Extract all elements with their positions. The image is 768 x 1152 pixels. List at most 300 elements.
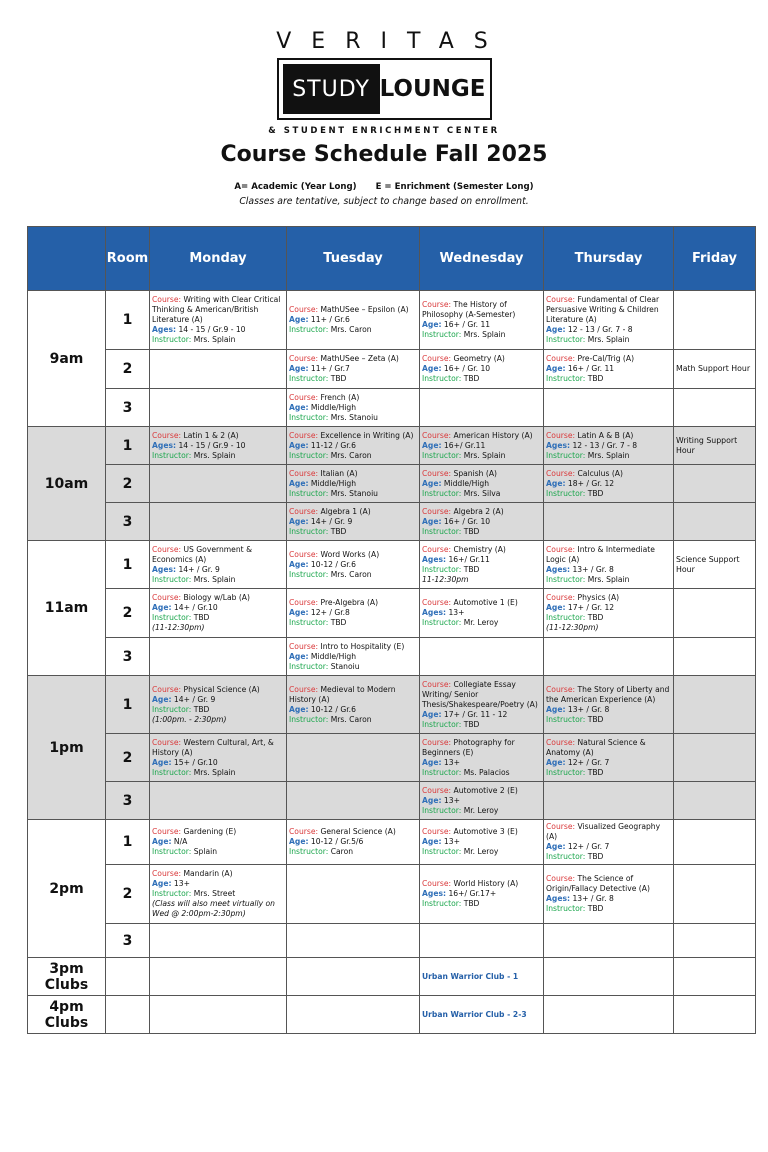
room-number: 1 — [106, 676, 150, 734]
age-label: Age: — [546, 478, 566, 488]
empty-cell — [674, 291, 756, 350]
course-cell — [420, 541, 544, 589]
room-number: 1 — [106, 291, 150, 350]
course-cell — [150, 734, 287, 782]
time-9am: 9am — [28, 291, 106, 427]
course-cell — [287, 503, 420, 541]
age-label: Age: — [289, 516, 309, 526]
course-name: Automotive 1 (E) — [453, 598, 518, 607]
course-cell — [544, 465, 674, 503]
age-value: 13+ — [443, 757, 460, 767]
course-label: Course: — [422, 430, 452, 440]
age-value: 15+ / Gr.10 — [173, 757, 218, 767]
age-value: Middle/High — [443, 478, 490, 488]
age-value: 16+ / Gr. 10 — [443, 364, 491, 373]
instructor-label: Instructor: — [289, 847, 329, 856]
instructor-label: Instructor: — [422, 805, 462, 815]
course-name: General Science (A) — [320, 827, 396, 836]
empty-cell — [150, 924, 287, 958]
age-label: Ages: — [422, 889, 447, 898]
instructor-name: Mrs. Splain — [193, 450, 236, 460]
table-row — [28, 924, 756, 958]
course-cell — [544, 427, 674, 465]
course-name: Automotive 2 (E) — [453, 785, 518, 795]
age-label: Ages: — [546, 564, 571, 574]
instructor-name: TBD — [587, 613, 604, 622]
age-label: Age: — [289, 402, 309, 412]
course-label: Course: — [422, 544, 452, 554]
logo-box — [277, 58, 492, 120]
logo-tagline: & STUDENT ENRICHMENT CENTER — [268, 126, 500, 136]
time-4pm-clubs: 4pm Clubs — [28, 996, 106, 1034]
course-note: (1:00pm. - 2:30pm) — [152, 714, 227, 724]
course-label: Course: — [546, 593, 576, 602]
age-value: 18+ / Gr. 12 — [567, 478, 615, 488]
instructor-label: Instructor: — [152, 847, 192, 856]
empty-cell — [544, 996, 674, 1034]
age-label: Age: — [289, 559, 309, 569]
course-label: Course: — [289, 549, 319, 559]
instructor-name: Mrs. Stanoiu — [330, 488, 378, 498]
empty-cell — [420, 638, 544, 676]
course-label: Course: — [289, 641, 319, 651]
course-cell — [287, 350, 420, 389]
empty-cell — [674, 865, 756, 924]
course-name: Spanish (A) — [453, 468, 498, 478]
page-title: Course Schedule Fall 2025 — [220, 142, 548, 167]
empty-cell — [544, 782, 674, 820]
room-number: 3 — [106, 503, 150, 541]
age-value: N/A — [173, 837, 188, 846]
age-label: Age: — [289, 364, 309, 373]
empty-cell — [150, 996, 287, 1034]
course-note: (11-12:30pm) — [152, 623, 205, 632]
instructor-label: Instructor: — [289, 374, 329, 383]
header-monday: Monday — [150, 227, 287, 291]
age-label: Age: — [289, 440, 309, 450]
table-row — [28, 638, 756, 676]
empty-cell — [544, 958, 674, 996]
instructor-name: TBD — [587, 852, 604, 861]
course-name: French (A) — [320, 392, 360, 402]
age-value: 13+ — [173, 879, 190, 888]
age-value: 14+ / Gr. 9 — [310, 516, 353, 526]
course-cell — [287, 465, 420, 503]
empty-cell — [287, 782, 420, 820]
empty-cell — [287, 958, 420, 996]
course-name: Photography for Beginners (E) — [422, 737, 515, 757]
instructor-label: Instructor: — [422, 374, 462, 383]
empty-cell — [420, 924, 544, 958]
course-cell — [420, 465, 544, 503]
instructor-name: TBD — [330, 618, 347, 627]
instructor-name: Mrs. Caron — [330, 450, 372, 460]
empty-cell — [674, 996, 756, 1034]
course-label: Course: — [289, 354, 319, 363]
course-label: Course: — [289, 506, 319, 516]
course-cell — [150, 291, 287, 350]
instructor-name: TBD — [463, 564, 480, 574]
instructor-name: Stanoiu — [330, 661, 360, 671]
course-name: Calculus (A) — [577, 468, 623, 478]
instructor-label: Instructor: — [289, 714, 329, 724]
course-label: Course: — [152, 593, 182, 602]
room-number: 1 — [106, 541, 150, 589]
age-value: 13+ — [448, 608, 465, 617]
course-cell — [544, 734, 674, 782]
header-thursday: Thursday — [544, 227, 674, 291]
course-label: Course: — [422, 468, 452, 478]
age-label: Ages: — [152, 325, 177, 334]
age-label: Age: — [152, 694, 172, 704]
instructor-label: Instructor: — [152, 889, 192, 898]
instructor-name: Splain — [193, 847, 218, 856]
instructor-label: Instructor: — [152, 574, 192, 584]
room-number: 2 — [106, 865, 150, 924]
instructor-name: Mrs. Splain — [193, 335, 236, 344]
table-row — [28, 996, 756, 1034]
course-cell — [287, 541, 420, 589]
instructor-label: Instructor: — [289, 325, 329, 334]
instructor-label: Instructor: — [546, 450, 586, 460]
instructor-name: TBD — [587, 374, 604, 383]
instructor-label: Instructor: — [422, 488, 462, 498]
age-label: Age: — [152, 757, 172, 767]
course-name: Gardening (E) — [183, 827, 237, 836]
empty-cell — [150, 782, 287, 820]
course-name: Algebra 1 (A) — [320, 506, 371, 516]
course-cell — [420, 782, 544, 820]
empty-cell — [674, 734, 756, 782]
header-row — [28, 227, 756, 291]
instructor-label: Instructor: — [422, 330, 462, 339]
age-value: 14+ / Gr.10 — [173, 603, 218, 612]
instructor-name: Mrs. Splain — [193, 574, 236, 584]
age-label: Age: — [152, 879, 172, 888]
legend-academic: A= Academic (Year Long) — [234, 182, 357, 192]
course-name: Latin A & B (A) — [577, 430, 634, 440]
instructor-name: TBD — [330, 374, 347, 383]
age-value: 14+ / Gr. 9 — [178, 564, 220, 574]
instructor-name: TBD — [463, 526, 480, 536]
course-label: Course: — [546, 430, 576, 440]
time-1pm: 1pm — [28, 676, 106, 820]
course-label: Course: — [289, 684, 319, 694]
course-label: Course: — [152, 295, 182, 304]
logo-study: STUDY — [283, 64, 380, 114]
friday-support: Math Support Hour — [674, 350, 756, 389]
age-value: 11+ / Gr.6 — [310, 315, 350, 324]
instructor-name: Caron — [330, 847, 354, 856]
course-name: Visualized Geography (A) — [546, 822, 661, 841]
time-2pm: 2pm — [28, 820, 106, 958]
course-label: Course: — [422, 785, 452, 795]
course-name: Automotive 3 (E) — [453, 827, 518, 836]
course-label: Course: — [289, 392, 319, 402]
instructor-name: Mrs. Caron — [330, 325, 372, 334]
instructor-label: Instructor: — [422, 767, 462, 777]
empty-cell — [287, 734, 420, 782]
course-name: World History (A) — [453, 879, 519, 888]
course-label: Course: — [546, 354, 576, 363]
empty-cell — [287, 996, 420, 1034]
instructor-label: Instructor: — [422, 847, 462, 856]
course-name: MathUSee – Epsilon (A) — [320, 305, 409, 314]
instructor-label: Instructor: — [422, 564, 462, 574]
age-label: Age: — [289, 837, 309, 846]
course-label: Course: — [152, 737, 182, 747]
age-label: Age: — [422, 320, 442, 329]
course-cell — [420, 589, 544, 638]
age-value: 16+/ Gr.11 — [443, 440, 486, 450]
table-row — [28, 782, 756, 820]
instructor-label: Instructor: — [289, 661, 329, 671]
age-value: 16+ / Gr. 10 — [443, 516, 491, 526]
logo-lounge: LOUNGE — [379, 76, 486, 102]
course-cell — [420, 676, 544, 734]
room-number: 2 — [106, 734, 150, 782]
course-name: Latin 1 & 2 (A) — [183, 430, 239, 440]
course-name: Pre-Cal/Trig (A) — [577, 354, 635, 363]
empty-cell — [674, 638, 756, 676]
schedule-table — [27, 226, 756, 1034]
course-label: Course: — [289, 468, 319, 478]
course-label: Course: — [422, 300, 452, 309]
age-label: Ages: — [152, 564, 177, 574]
age-value: 10-12 / Gr.6 — [310, 559, 356, 569]
age-label: Ages: — [152, 440, 177, 450]
age-value: 14 - 15 / Gr.9 - 10 — [178, 325, 246, 334]
course-cell — [287, 291, 420, 350]
empty-cell — [150, 958, 287, 996]
empty-cell — [150, 389, 287, 427]
room-number: 2 — [106, 589, 150, 638]
course-label: Course: — [152, 430, 182, 440]
age-value: 13+ / Gr. 8 — [572, 894, 614, 903]
logo — [0, 28, 768, 136]
room-number: 2 — [106, 350, 150, 389]
age-label: Ages: — [422, 608, 447, 617]
empty-cell — [674, 820, 756, 865]
empty-cell — [674, 465, 756, 503]
course-cell — [287, 820, 420, 865]
empty-cell — [150, 350, 287, 389]
course-label: Course: — [152, 544, 182, 554]
instructor-name: Mrs. Splain — [587, 450, 630, 460]
age-value: 10-12 / Gr.6 — [310, 704, 356, 714]
age-label: Ages: — [422, 554, 447, 564]
age-value: 13+ / Gr. 8 — [567, 704, 610, 714]
friday-support: Writing Support Hour — [674, 427, 756, 465]
age-label: Age: — [422, 709, 442, 719]
age-value: 12+ / Gr.8 — [310, 608, 350, 617]
course-name: Mandarin (A) — [183, 869, 233, 878]
empty-cell — [674, 589, 756, 638]
course-label: Course: — [289, 430, 319, 440]
course-label: Course: — [546, 468, 576, 478]
table-row — [28, 589, 756, 638]
course-name: Italian (A) — [320, 468, 358, 478]
instructor-label: Instructor: — [152, 767, 192, 777]
course-label: Course: — [546, 544, 576, 554]
age-value: 13+ — [443, 837, 460, 846]
instructor-label: Instructor: — [422, 526, 462, 536]
course-label: Course: — [422, 354, 452, 363]
age-label: Age: — [289, 478, 309, 488]
instructor-name: Mrs. Splain — [587, 574, 630, 584]
age-value: 14 - 15 / Gr.9 - 10 — [178, 440, 246, 450]
empty-cell — [150, 638, 287, 676]
table-row — [28, 389, 756, 427]
instructor-label: Instructor: — [422, 618, 462, 627]
table-row — [28, 958, 756, 996]
course-cell — [544, 589, 674, 638]
instructor-name: Mrs. Caron — [330, 569, 372, 579]
age-label: Age: — [152, 603, 172, 612]
instructor-name: Mr. Leroy — [463, 805, 499, 815]
empty-cell — [287, 924, 420, 958]
course-name: Physics (A) — [577, 593, 620, 602]
course-cell — [150, 865, 287, 924]
instructor-name: TBD — [463, 719, 480, 729]
age-value: Middle/High — [310, 478, 357, 488]
age-value: 12 - 13 / Gr. 7 - 8 — [572, 440, 638, 450]
instructor-name: Mrs. Splain — [587, 335, 630, 344]
instructor-name: Mrs. Street — [193, 889, 236, 898]
course-cell — [150, 589, 287, 638]
age-label: Age: — [546, 364, 566, 373]
legend-enrichment: E = Enrichment (Semester Long) — [375, 182, 534, 192]
table-row — [28, 820, 756, 865]
course-cell — [150, 820, 287, 865]
instructor-label: Instructor: — [289, 450, 329, 460]
course-label: Course: — [289, 598, 319, 607]
instructor-label: Instructor: — [289, 412, 329, 422]
age-label: Age: — [422, 795, 442, 805]
age-value: 14+ / Gr. 9 — [173, 694, 216, 704]
course-label: Course: — [546, 684, 576, 694]
empty-cell — [544, 503, 674, 541]
course-name: The History of Philosophy (A-Semester) — [422, 300, 516, 319]
instructor-label: Instructor: — [422, 899, 462, 908]
instructor-label: Instructor: — [546, 488, 586, 498]
course-cell — [150, 427, 287, 465]
course-cell — [420, 734, 544, 782]
age-value: 17+ / Gr. 12 — [567, 603, 615, 612]
age-label: Age: — [546, 603, 566, 612]
course-label: Course: — [422, 737, 452, 747]
course-cell — [420, 865, 544, 924]
age-value: 16+/ Gr.17+ — [448, 889, 497, 898]
instructor-label: Instructor: — [289, 488, 329, 498]
instructor-label: Instructor: — [546, 335, 586, 344]
course-cell — [287, 427, 420, 465]
instructor-name: Mrs. Splain — [193, 767, 236, 777]
instructor-name: Mrs. Silva — [463, 488, 501, 498]
age-value: 13+ / Gr. 8 — [572, 564, 614, 574]
empty-cell — [674, 958, 756, 996]
room-number: 1 — [106, 427, 150, 465]
course-name: Natural Science & Anatomy (A) — [546, 737, 646, 757]
course-label: Course: — [289, 827, 319, 836]
course-name: Excellence in Writing (A) — [320, 430, 414, 440]
course-cell — [420, 291, 544, 350]
schedule-note: Classes are tentative, subject to change based on enrollment. — [239, 196, 529, 207]
course-cell — [544, 865, 674, 924]
course-name: Chemistry (A) — [453, 544, 506, 554]
instructor-label: Instructor: — [546, 714, 586, 724]
age-label: Ages: — [546, 894, 571, 903]
legend — [0, 182, 768, 192]
instructor-label: Instructor: — [422, 719, 462, 729]
course-name: Medieval to Modern History (A) — [289, 684, 396, 704]
club-4pm: Urban Warrior Club - 2-3 — [420, 996, 544, 1034]
course-label: Course: — [546, 737, 576, 747]
age-label: Age: — [422, 364, 442, 373]
age-label: Age: — [289, 651, 309, 661]
instructor-name: Mrs. Splain — [463, 330, 506, 339]
course-note: 11-12:30pm — [422, 574, 469, 584]
room-number: 3 — [106, 389, 150, 427]
course-cell — [287, 589, 420, 638]
course-label: Course: — [152, 869, 182, 878]
course-label: Course: — [546, 295, 576, 304]
course-cell — [544, 291, 674, 350]
room-number: 3 — [106, 638, 150, 676]
instructor-name: TBD — [330, 526, 347, 536]
time-3pm-clubs: 3pm Clubs — [28, 958, 106, 996]
table-row — [28, 541, 756, 589]
instructor-label: Instructor: — [546, 904, 586, 913]
age-value: 11-12 / Gr.6 — [310, 440, 356, 450]
header-wednesday: Wednesday — [420, 227, 544, 291]
logo-veritas: VERITAS — [276, 29, 508, 54]
room-number: 3 — [106, 782, 150, 820]
time-10am: 10am — [28, 427, 106, 541]
table-row — [28, 676, 756, 734]
age-label: Age: — [546, 757, 566, 767]
instructor-name: TBD — [463, 374, 480, 383]
instructor-name: Mrs. Splain — [463, 450, 506, 460]
friday-support: Science Support Hour — [674, 541, 756, 589]
age-value: Middle/High — [310, 651, 357, 661]
course-name: MathUSee – Zeta (A) — [320, 354, 399, 363]
course-name: Collegiate Essay Writing/ Senior Thesis/Shakespeare/Poetry (A) — [422, 679, 538, 709]
instructor-label: Instructor: — [422, 450, 462, 460]
course-name: Geometry (A) — [453, 354, 505, 363]
age-label: Age: — [289, 608, 309, 617]
empty-cell — [150, 465, 287, 503]
age-label: Age: — [422, 478, 442, 488]
course-name: The Science of Origin/Fallacy Detective (A) — [546, 874, 650, 893]
course-label: Course: — [422, 827, 452, 836]
age-value: 17+ / Gr. 11 - 12 — [443, 709, 508, 719]
course-note: (Class will also meet virtually on Wed @ 2:00pm-2:30pm) — [152, 899, 275, 918]
instructor-name: Mrs. Stanoiu — [330, 412, 378, 422]
table-row — [28, 350, 756, 389]
header-time — [28, 227, 106, 291]
course-note: (11-12:30pm) — [546, 623, 599, 632]
instructor-name: TBD — [587, 767, 604, 777]
instructor-name: TBD — [587, 488, 604, 498]
room-number: 1 — [106, 820, 150, 865]
age-value: Middle/High — [310, 402, 357, 412]
age-value: 12 - 13 / Gr. 7 - 8 — [567, 325, 633, 334]
age-label: Age: — [422, 440, 442, 450]
course-name: The Story of Liberty and the American Experience (A) — [546, 684, 670, 704]
course-name: Western Cultural, Art, & History (A) — [152, 737, 274, 757]
time-11am: 11am — [28, 541, 106, 676]
